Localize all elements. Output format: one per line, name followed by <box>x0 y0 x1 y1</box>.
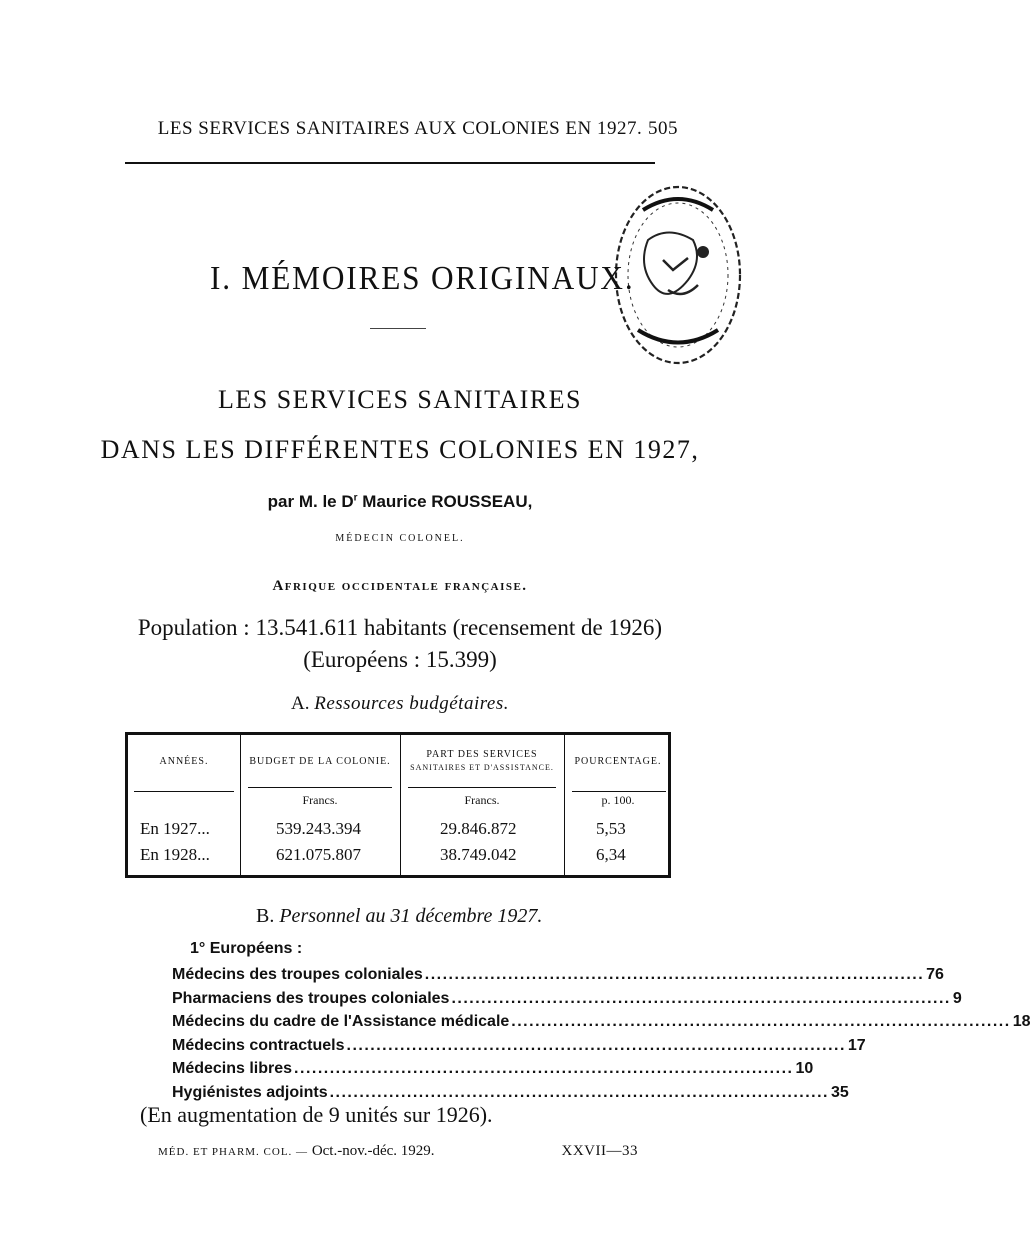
staff-label: Hygiénistes adjoints <box>172 1083 328 1101</box>
section-b-heading <box>256 905 542 928</box>
footer-journal: MÉD. ET PHARM. COL. — <box>158 1146 309 1158</box>
section-title: I. MÉMOIRES ORIGINAUX. <box>210 260 635 297</box>
author-line <box>0 492 800 512</box>
leader-dots: .................................................................................... <box>451 989 951 1007</box>
footer-date: Oct.-nov.-déc. 1929. <box>311 1143 435 1159</box>
header-part-line2: SANITAIRES ET D'ASSISTANCE. <box>410 763 554 772</box>
author-rank: MÉDECIN COLONEL. <box>335 533 465 544</box>
table-rule <box>572 791 666 792</box>
staff-count: 76 <box>926 966 944 983</box>
table-cell-pct: 5,53 <box>596 819 626 838</box>
leader-dots: .................................................................................... <box>346 1036 846 1054</box>
staff-count: 35 <box>831 1083 849 1101</box>
table-cell-part: 38.749.042 <box>440 845 517 864</box>
header-part-line1: PART DES SERVICES <box>426 749 538 760</box>
staff-count: 18 <box>1012 1013 1030 1030</box>
author-name: Maurice ROUSSEAU, <box>362 492 533 511</box>
leader-dots: .................................................................................... <box>294 1060 794 1077</box>
staff-list <box>172 966 1030 1107</box>
header-rule <box>125 162 655 164</box>
footer-signature: XXVII—33 <box>561 1143 638 1159</box>
budget-table <box>125 732 671 878</box>
region-heading: Afrique occidentale française. <box>272 578 528 594</box>
staff-label: Médecins contractuels <box>172 1036 345 1054</box>
staff-count: 17 <box>847 1036 866 1054</box>
author-sup: r <box>353 492 358 504</box>
unit-francs: Francs. <box>464 793 500 807</box>
section-a-heading <box>0 693 800 715</box>
table-rule <box>134 791 234 792</box>
article-title-line1: LES SERVICES SANITAIRES <box>217 385 583 414</box>
population-line: Population : 13.541.611 habitants (recensement de 1926) <box>137 615 663 640</box>
article-title-line2: DANS LES DIFFÉRENTES COLONIES EN 1927, <box>100 435 700 464</box>
table-cell-part: 29.846.872 <box>440 819 517 838</box>
unit-percent: p. 100. <box>601 793 635 807</box>
list-item <box>172 989 962 1014</box>
europeans-label: 1° Européens : <box>190 940 303 957</box>
table-cell-budget: 621.075.807 <box>276 845 361 864</box>
table-cell-pct: 6,34 <box>596 845 626 864</box>
page-number: 505 <box>648 118 678 139</box>
leader-dots: .................................................................................... <box>424 966 925 983</box>
unit-francs: Francs. <box>302 793 338 807</box>
leader-dots: .................................................................................... <box>511 1013 1011 1030</box>
staff-count: 10 <box>795 1060 814 1077</box>
table-rule <box>248 787 392 788</box>
staff-label: Pharmaciens des troupes coloniales <box>172 989 450 1007</box>
staff-label: Médecins des troupes coloniales <box>172 966 423 983</box>
section-b-title: Personnel au 31 décembre 1927. <box>279 905 543 927</box>
increase-note: (En augmentation de 9 unités sur 1926). <box>140 1102 493 1127</box>
running-title: LES SERVICES SANITAIRES AUX COLONIES EN 1927. <box>157 118 643 139</box>
list-item <box>172 1013 1030 1037</box>
running-header <box>0 118 800 140</box>
divider <box>370 328 426 329</box>
list-item <box>172 1060 814 1084</box>
table-rule <box>408 787 556 788</box>
list-item <box>172 966 944 990</box>
europeans-population-line: (Européens : 15.399) <box>303 647 497 672</box>
author-prefix: par M. le D <box>267 492 354 511</box>
section-a-letter: A. <box>290 693 310 714</box>
table-cell-year: En 1927... <box>140 819 210 838</box>
page-footer <box>158 1143 638 1160</box>
header-part <box>400 735 564 787</box>
table-cell-year: En 1928... <box>140 845 210 864</box>
list-item <box>172 1036 866 1061</box>
header-percentage: POURCENTAGE. <box>574 755 662 767</box>
table-cell-budget: 539.243.394 <box>276 819 361 838</box>
staff-label: Médecins libres <box>172 1060 293 1077</box>
header-years: ANNÉES. <box>159 755 209 767</box>
leader-dots: .................................................................................... <box>329 1083 829 1101</box>
header-budget: BUDGET DE LA COLONIE. <box>249 755 391 767</box>
section-b-letter: B. <box>256 905 275 927</box>
staff-label: Médecins du cadre de l'Assistance médicale <box>172 1013 510 1030</box>
staff-count: 9 <box>952 989 962 1007</box>
section-a-title: Ressources budgétaires. <box>314 693 510 714</box>
